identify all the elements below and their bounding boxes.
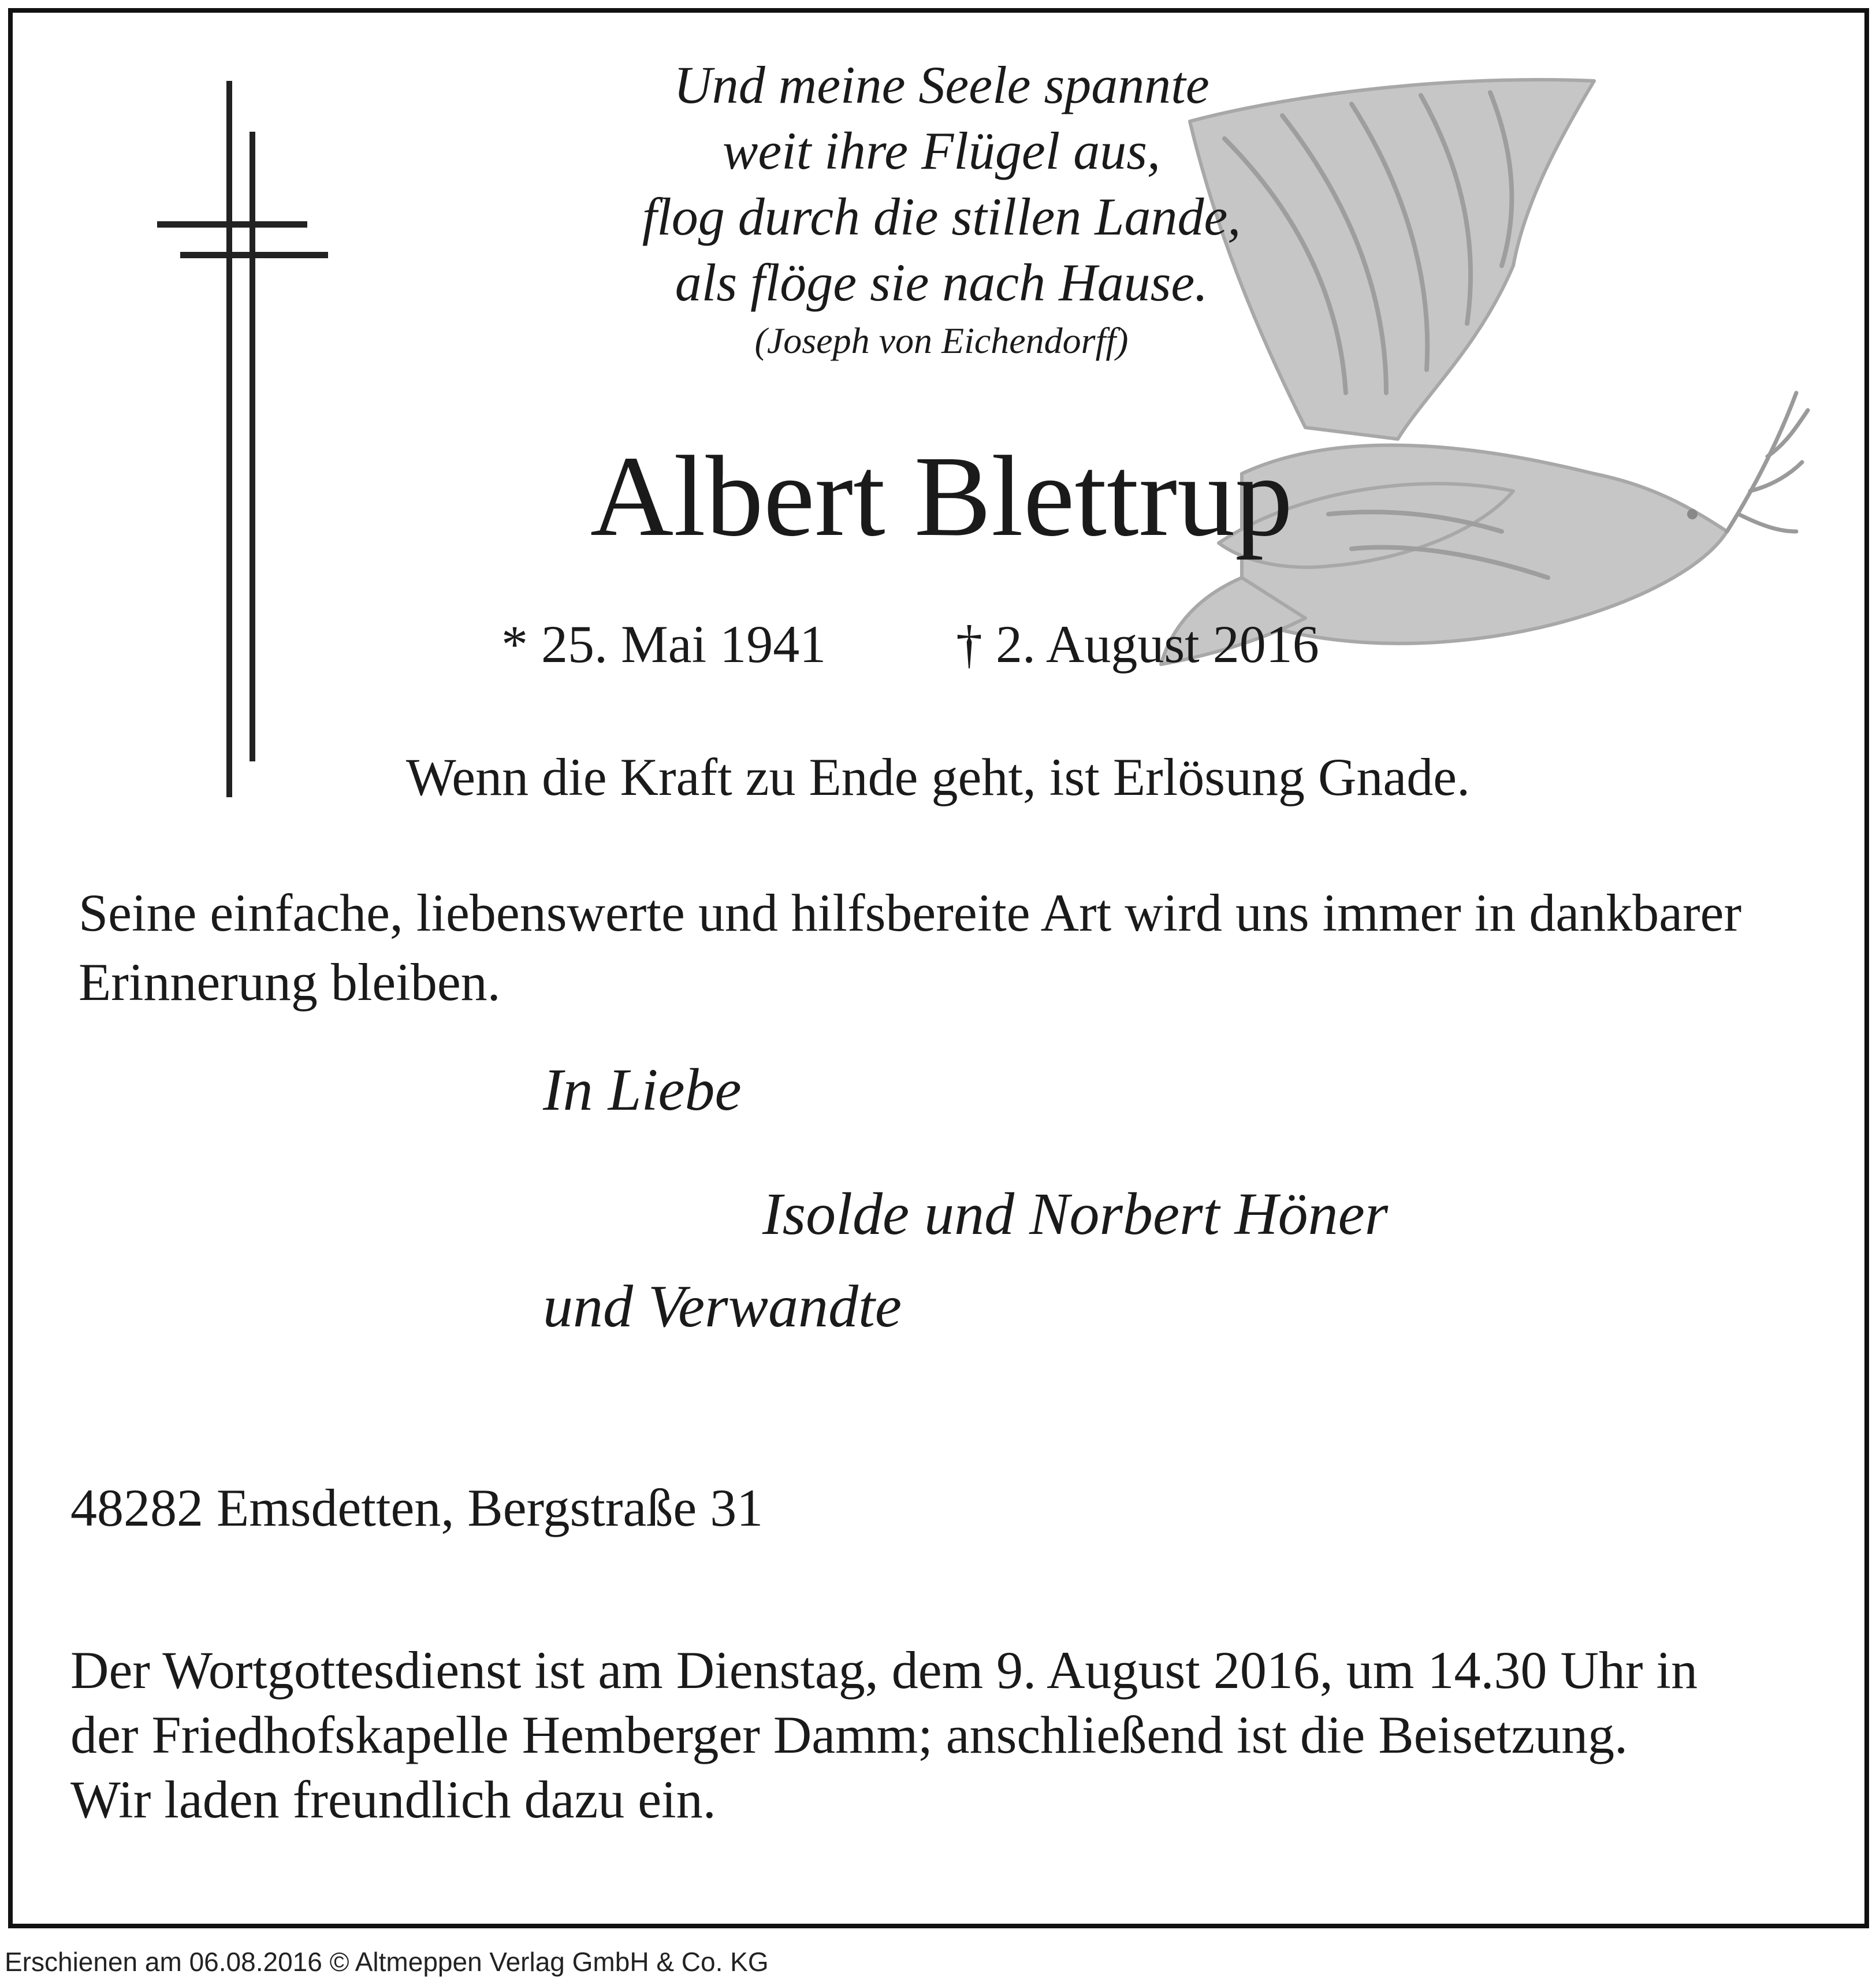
- poem-line: weit ihre Flügel aus,: [722, 121, 1161, 180]
- deceased-name: Albert Blettrup: [590, 433, 1293, 560]
- tribute-text: Seine einfache, liebenswerte und hilfsbereite Art wird uns immer in dankbarer Erinnerung bleiben.: [79, 883, 1742, 1012]
- cross-icon: [0, 0, 347, 809]
- death-date: † 2. August 2016: [956, 615, 1319, 674]
- poem-line: flog durch die stillen Lande,: [642, 187, 1241, 246]
- poem-line: Und meine Seele spannte: [673, 55, 1209, 114]
- service-line: Wir laden freundlich dazu ein.: [70, 1770, 716, 1829]
- poem-line: als flöge sie nach Hause.: [675, 253, 1208, 312]
- address: 48282 Emsdetten, Bergstraße 31: [70, 1478, 764, 1537]
- mourners-intro: In Liebe: [543, 1057, 742, 1123]
- motto: Wenn die Kraft zu Ende geht, ist Erlösung Gnade.: [405, 748, 1471, 806]
- birth-date: * 25. Mai 1941: [501, 615, 827, 674]
- mourners-relatives: und Verwandte: [543, 1273, 902, 1340]
- poem: [479, 52, 1404, 364]
- poem-author: (Joseph von Eichendorff): [754, 320, 1129, 361]
- service-line: Der Wortgottesdienst ist am Dienstag, dem 9. August 2016, um 14.30 Uhr in: [70, 1641, 1698, 1700]
- service-info: [70, 1638, 1832, 1832]
- publication-footer: Erschienen am 06.08.2016 © Altmeppen Verlag GmbH & Co. KG: [5, 1947, 769, 1977]
- service-line: der Friedhofskapelle Hemberger Damm; anschließend ist die Beisetzung.: [70, 1705, 1628, 1764]
- mourners-names: Isolde und Norbert Höner: [762, 1181, 1389, 1247]
